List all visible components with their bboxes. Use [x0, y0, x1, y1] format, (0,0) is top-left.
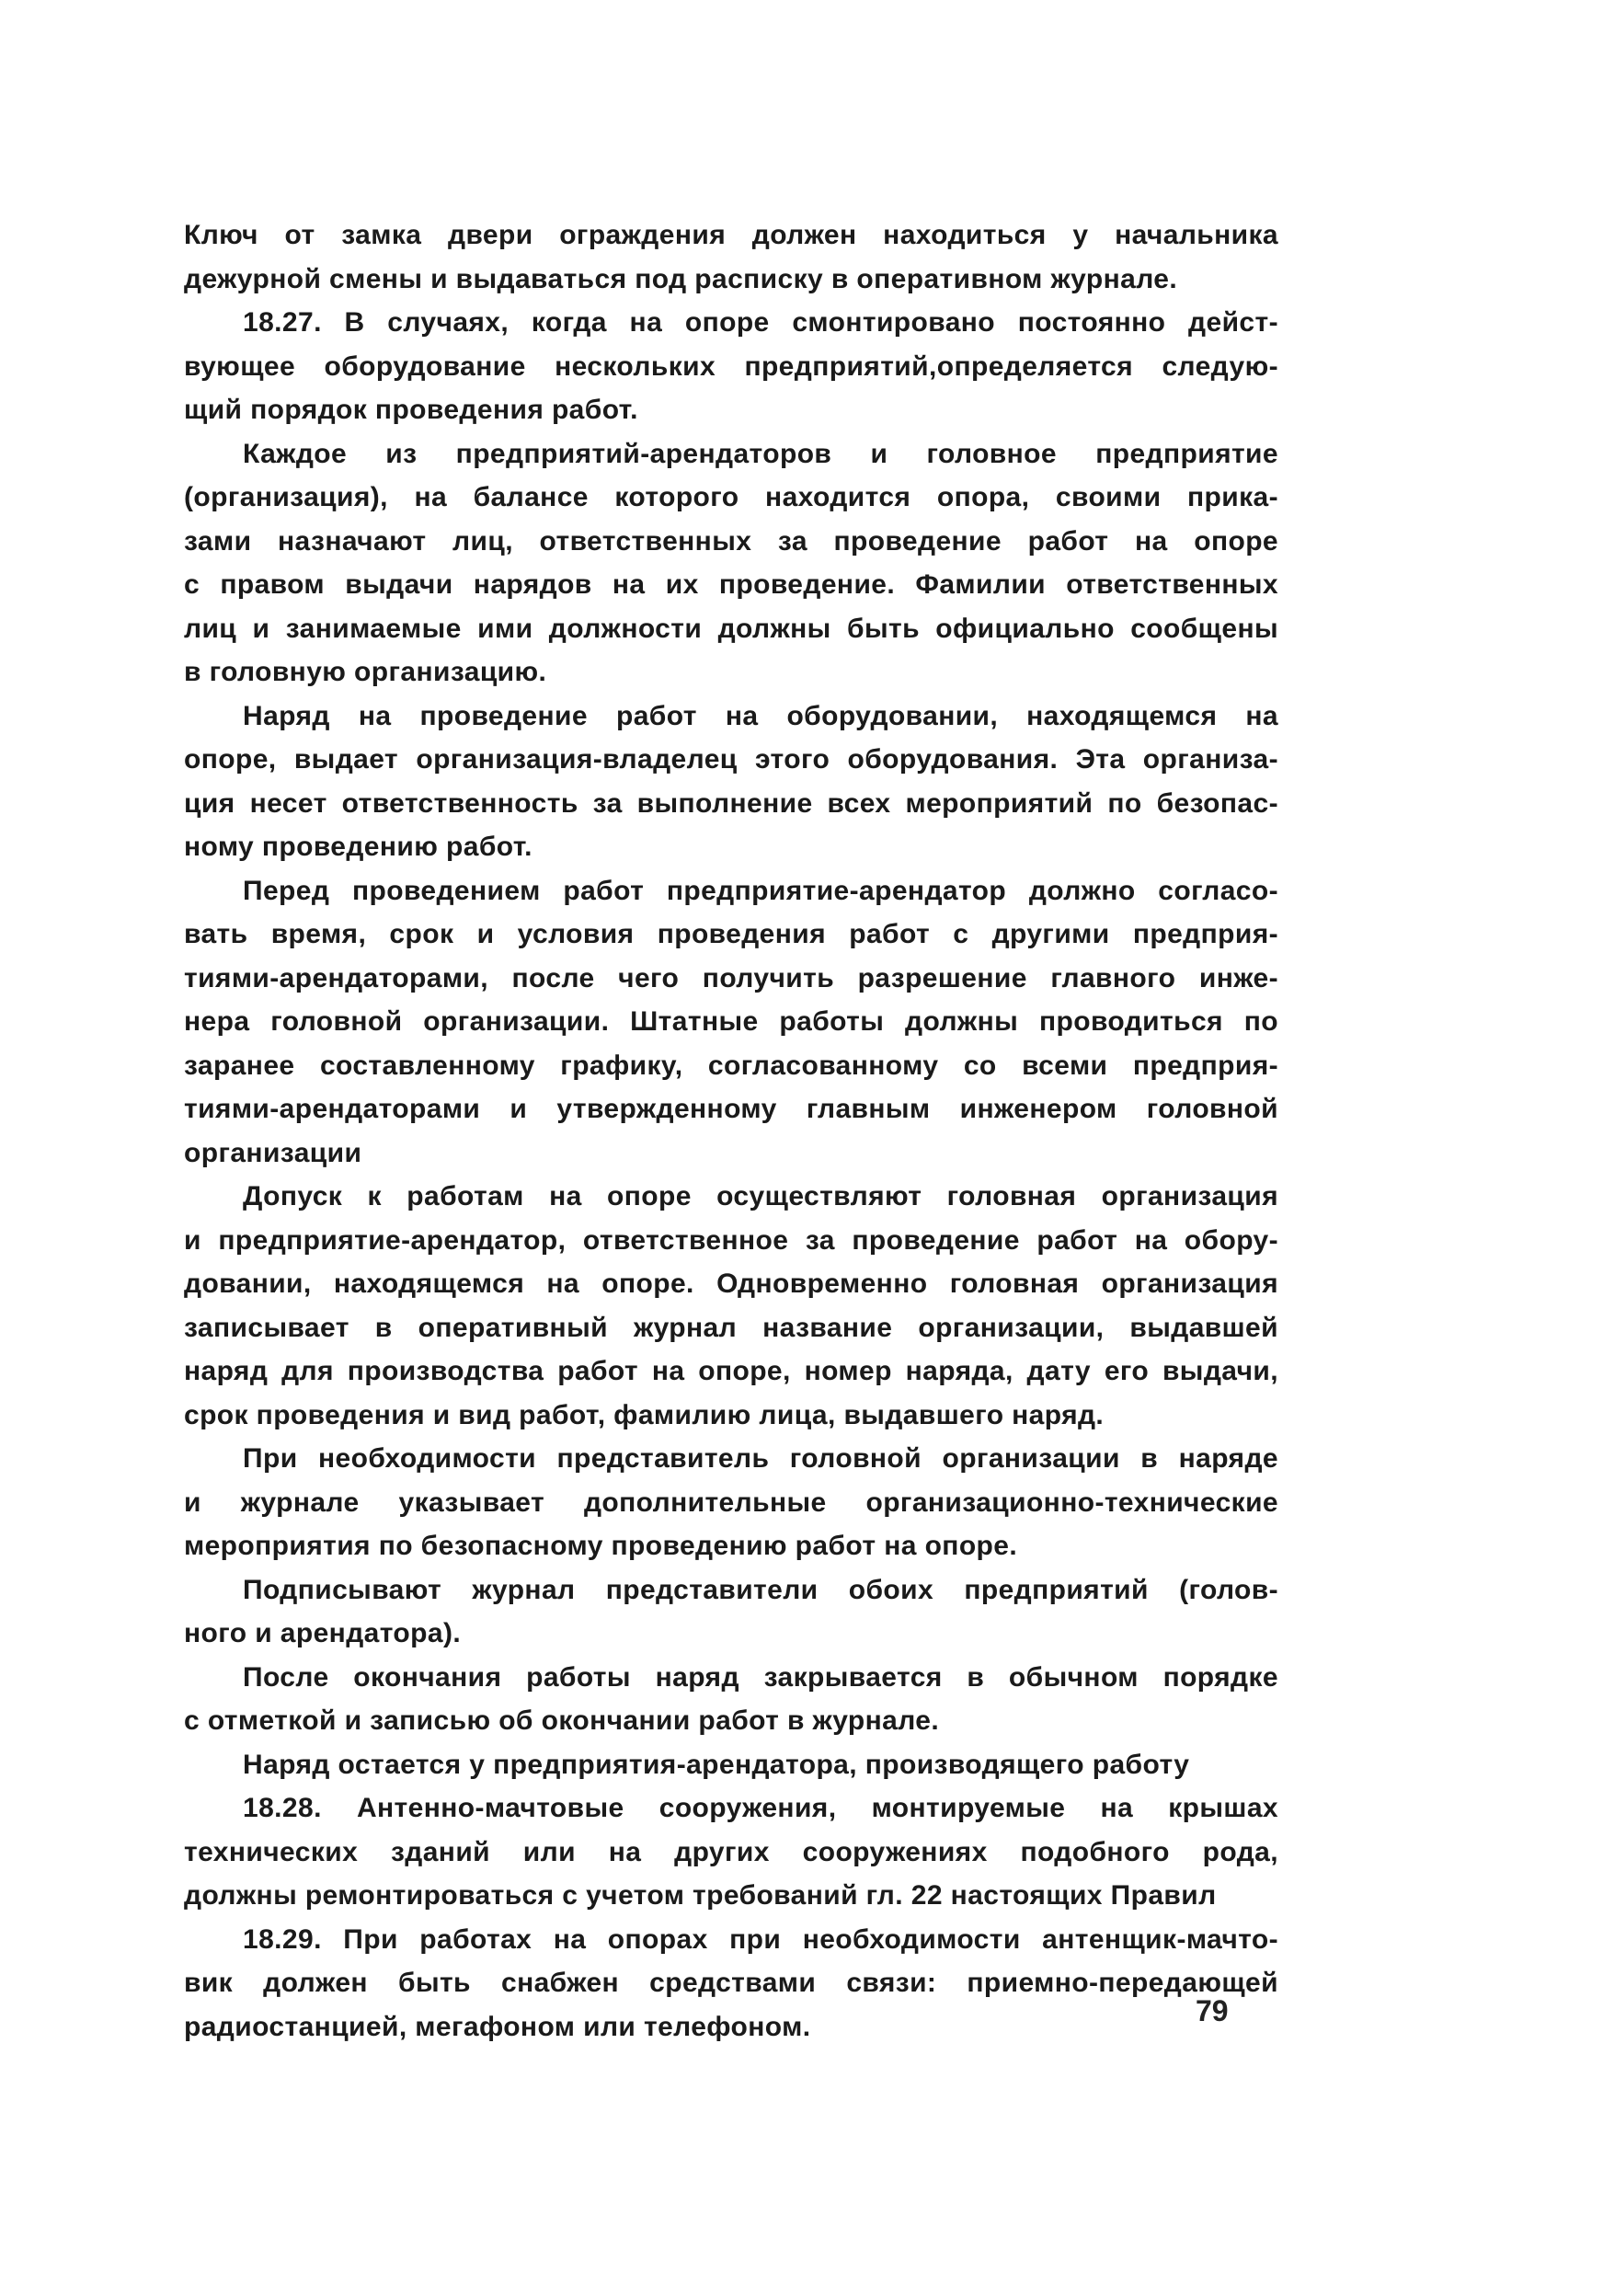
text-line: вать время, срок и условия проведения работ с другими предприя- — [184, 919, 1278, 949]
text-line: 18.28. Антенно-мачтовые сооружения, монтируемые на крышах — [243, 1793, 1278, 1823]
text-line: вик должен быть снабжен средствами связи: приемно-передающей — [184, 1968, 1278, 1998]
text-line: довании, находящемся на опоре. Одновременно головная организация — [184, 1269, 1278, 1299]
text-line: Наряд на проведение работ на оборудовании, находящемся на — [243, 700, 1278, 731]
text-line: После окончания работы наряд закрывается в обычном порядке — [243, 1661, 1278, 1693]
text-line: опоре, выдает организация-владелец этого оборудования. Эта организа- — [184, 744, 1278, 775]
text-line: мероприятия по безопасному проведению работ на опоре. — [184, 1531, 1018, 1561]
text-line: в головную организацию. — [184, 657, 547, 687]
text-line: ного и арендатора). — [184, 1618, 462, 1648]
text-line: тиями-арендаторами, после чего получить разрешение главного инже- — [184, 962, 1278, 993]
text-line: Подписывают журнал представители обоих предприятий (голов- — [243, 1574, 1278, 1605]
text-line: Допуск к работам на опоре осуществляют головная организация — [243, 1181, 1278, 1211]
text-line: радиостанцией, мегафоном или телефоном. — [184, 2011, 811, 2042]
text-line: заранее составленному графику, согласованному со всеми предприя- — [184, 1050, 1278, 1081]
text-line: наряд для производства работ на опоре, номер наряда, дату его выдачи, — [184, 1356, 1278, 1386]
text-line: и предприятие-арендатор, ответственное за проведение работ на обору- — [184, 1224, 1278, 1256]
text-line: (организация), на балансе которого находится опора, своими прика- — [184, 482, 1278, 512]
text-line: и журнале указывает дополнительные организационно-технические — [184, 1487, 1278, 1518]
text-line: с правом выдачи нарядов на их проведение. Фамилии ответственных — [184, 569, 1278, 600]
text-line: тиями-арендаторами и утвержденному главным инженером головной — [184, 1094, 1278, 1124]
document-page — [184, 213, 1278, 2049]
text-line: щий порядок проведения работ. — [184, 395, 638, 425]
text-line: технических зданий или на других сооружениях подобного рода, — [184, 1836, 1278, 1867]
text-line: Каждое из предприятий-арендаторов и головное предприятие — [243, 438, 1278, 469]
text-line: вующее оборудование нескольких предприятий,определяется следую- — [184, 350, 1278, 382]
text-line: ция несет ответственность за выполнение всех мероприятий по безопас- — [184, 787, 1278, 819]
text-line: Перед проведением работ предприятие-арендатор должно согласо- — [243, 875, 1278, 906]
text-line: лиц и занимаемые ими должности должны быть официально сообщены — [184, 613, 1278, 644]
text-line: срок проведения и вид работ, фамилию лица, выдавшего наряд. — [184, 1399, 1105, 1430]
text-line: должны ремонтироваться с учетом требований гл. 22 настоящих Правил — [184, 1880, 1217, 1911]
text-line: организации — [184, 1137, 362, 1168]
page-number: 79 — [1196, 1994, 1229, 2027]
text-line: 18.29. При работах на опорах при необходимости антенщик-мачто- — [243, 1923, 1278, 1955]
text-line: дежурной смены и выдаваться под расписку в оперативном журнале. — [184, 263, 1178, 294]
text-line: При необходимости представитель головной организации в наряде — [243, 1443, 1278, 1474]
text-line: зами назначают лиц, ответственных за проведение работ на опоре — [184, 525, 1278, 557]
text-line: записывает в оперативный журнал название организации, выдавшей — [184, 1312, 1278, 1343]
text-line: ному проведению работ. — [184, 832, 532, 862]
text-line: Наряд остается у предприятия-арендатора, производящего работу — [243, 1749, 1190, 1780]
text-line: Ключ от замка двери ограждения должен находиться у начальника — [184, 220, 1278, 250]
text-line: нера головной организации. Штатные работы должны проводиться по — [184, 1006, 1278, 1037]
text-line: с отметкой и записью об окончании работ в журнале. — [184, 1705, 940, 1736]
text-line: 18.27. В случаях, когда на опоре смонтировано постоянно дейст- — [243, 307, 1278, 338]
